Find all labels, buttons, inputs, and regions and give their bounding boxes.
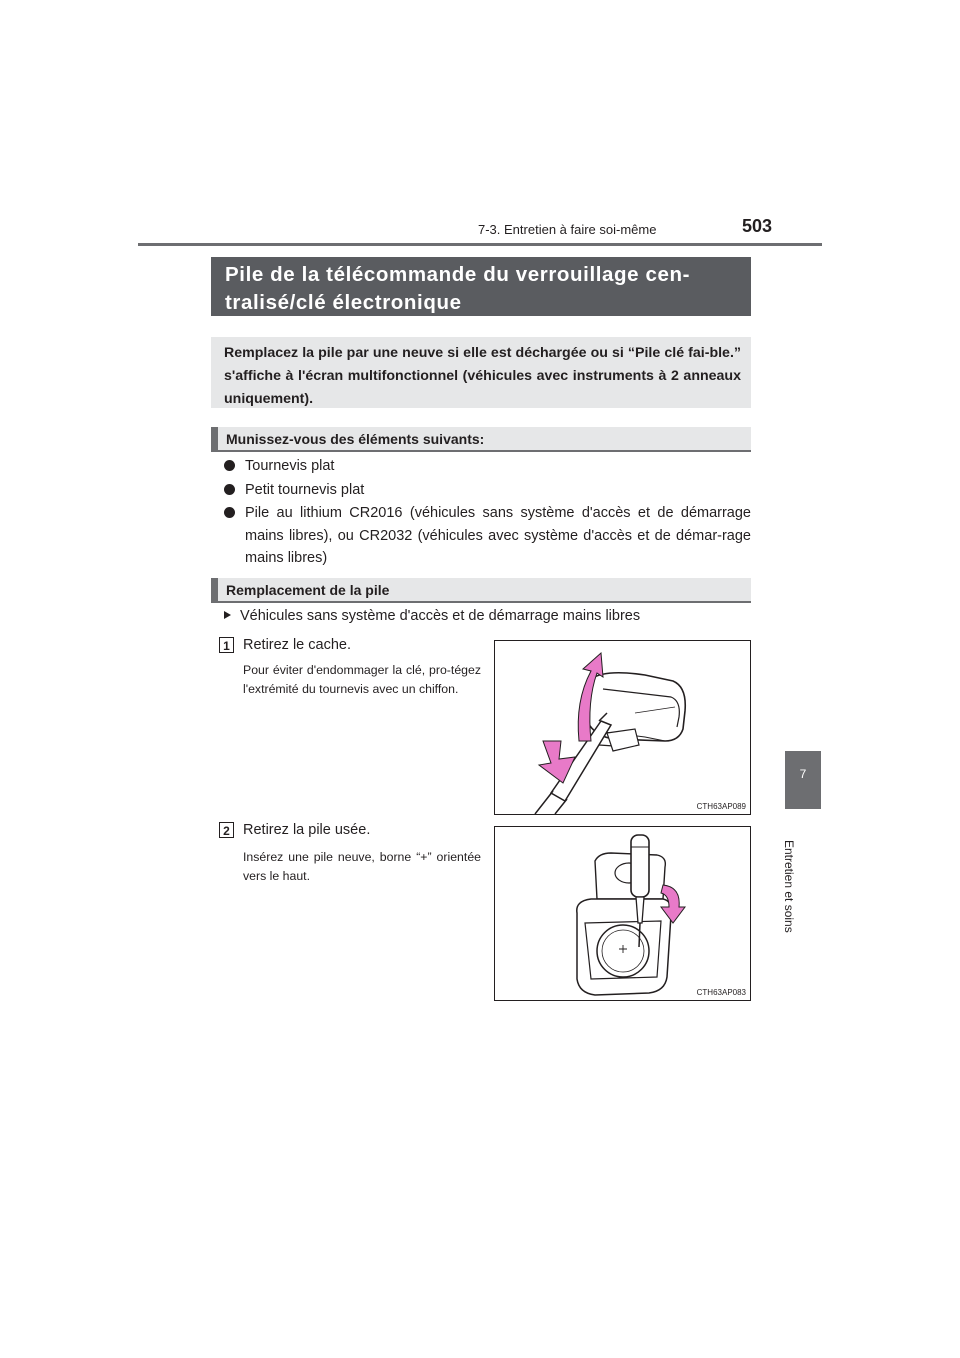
figure-remove-cover <box>494 640 751 815</box>
step-description-2: Insérez une pile neuve, borne “+” orientée vers le haut. <box>243 850 481 883</box>
list-item-text: Petit tournevis plat <box>245 481 365 498</box>
list-item-text: Pile au lithium CR2016 (véhicules sans système d'accès et de démarrage mains libres), ou CR2032 (véhicules avec système d'accès et de démar-rage mains libres) <box>245 505 751 566</box>
chapter-label-text: Entretien et soins <box>782 840 796 933</box>
figure-code: CTH63AP089 <box>696 802 746 811</box>
page-title-line1: Pile de la télécommande du verrouillage cen- <box>225 263 691 286</box>
heading-bar <box>211 427 218 450</box>
figure-code: CTH63AP083 <box>696 988 746 997</box>
bullet-icon <box>224 484 235 495</box>
key-cover-illustration <box>495 641 750 814</box>
step-number-1: 1 <box>219 637 234 653</box>
step-description-1: Pour éviter d'endommager la clé, pro-tégez l'extrémité du tournevis avec un chiffon. <box>243 663 481 696</box>
prepare-heading <box>211 427 751 452</box>
variant-text: Véhicules sans système d'accès et de démarrage mains libres <box>240 608 641 624</box>
list-item <box>224 479 751 502</box>
list-item <box>224 502 751 570</box>
page-title <box>211 257 751 316</box>
heading-bar <box>211 578 218 601</box>
bullet-icon <box>224 460 235 471</box>
page-number: 503 <box>742 216 773 236</box>
prepare-heading-text: Munissez-vous des éléments suivants: <box>226 431 485 447</box>
list-item <box>224 455 751 478</box>
bullet-icon <box>224 507 235 518</box>
battery-illustration <box>495 827 750 1000</box>
items-list <box>224 455 751 571</box>
step-title-1: Retirez le cache. <box>243 637 351 653</box>
intro-panel: Remplacez la pile par une neuve si elle est déchargée ou si “Pile clé fai-ble.” s'affiche à l'écran multifonctionnel (véhicules avec instruments à 2 anneaux uniquement). <box>211 337 751 408</box>
page-title-line2: tralisé/clé électronique <box>225 291 462 314</box>
header-rule <box>138 243 822 246</box>
replacement-heading-text: Remplacement de la pile <box>226 582 390 598</box>
triangle-icon <box>224 611 231 619</box>
section-title: 7-3. Entretien à faire soi-même <box>478 222 657 237</box>
figure-remove-battery <box>494 826 751 1001</box>
chapter-label <box>778 840 818 960</box>
step-title-2: Retirez la pile usée. <box>243 822 371 838</box>
step-number-2: 2 <box>219 822 234 838</box>
replacement-heading <box>211 578 751 603</box>
chapter-tab[interactable]: 7 <box>785 751 821 809</box>
list-item-text: Tournevis plat <box>245 458 335 474</box>
variant-label <box>224 608 640 624</box>
